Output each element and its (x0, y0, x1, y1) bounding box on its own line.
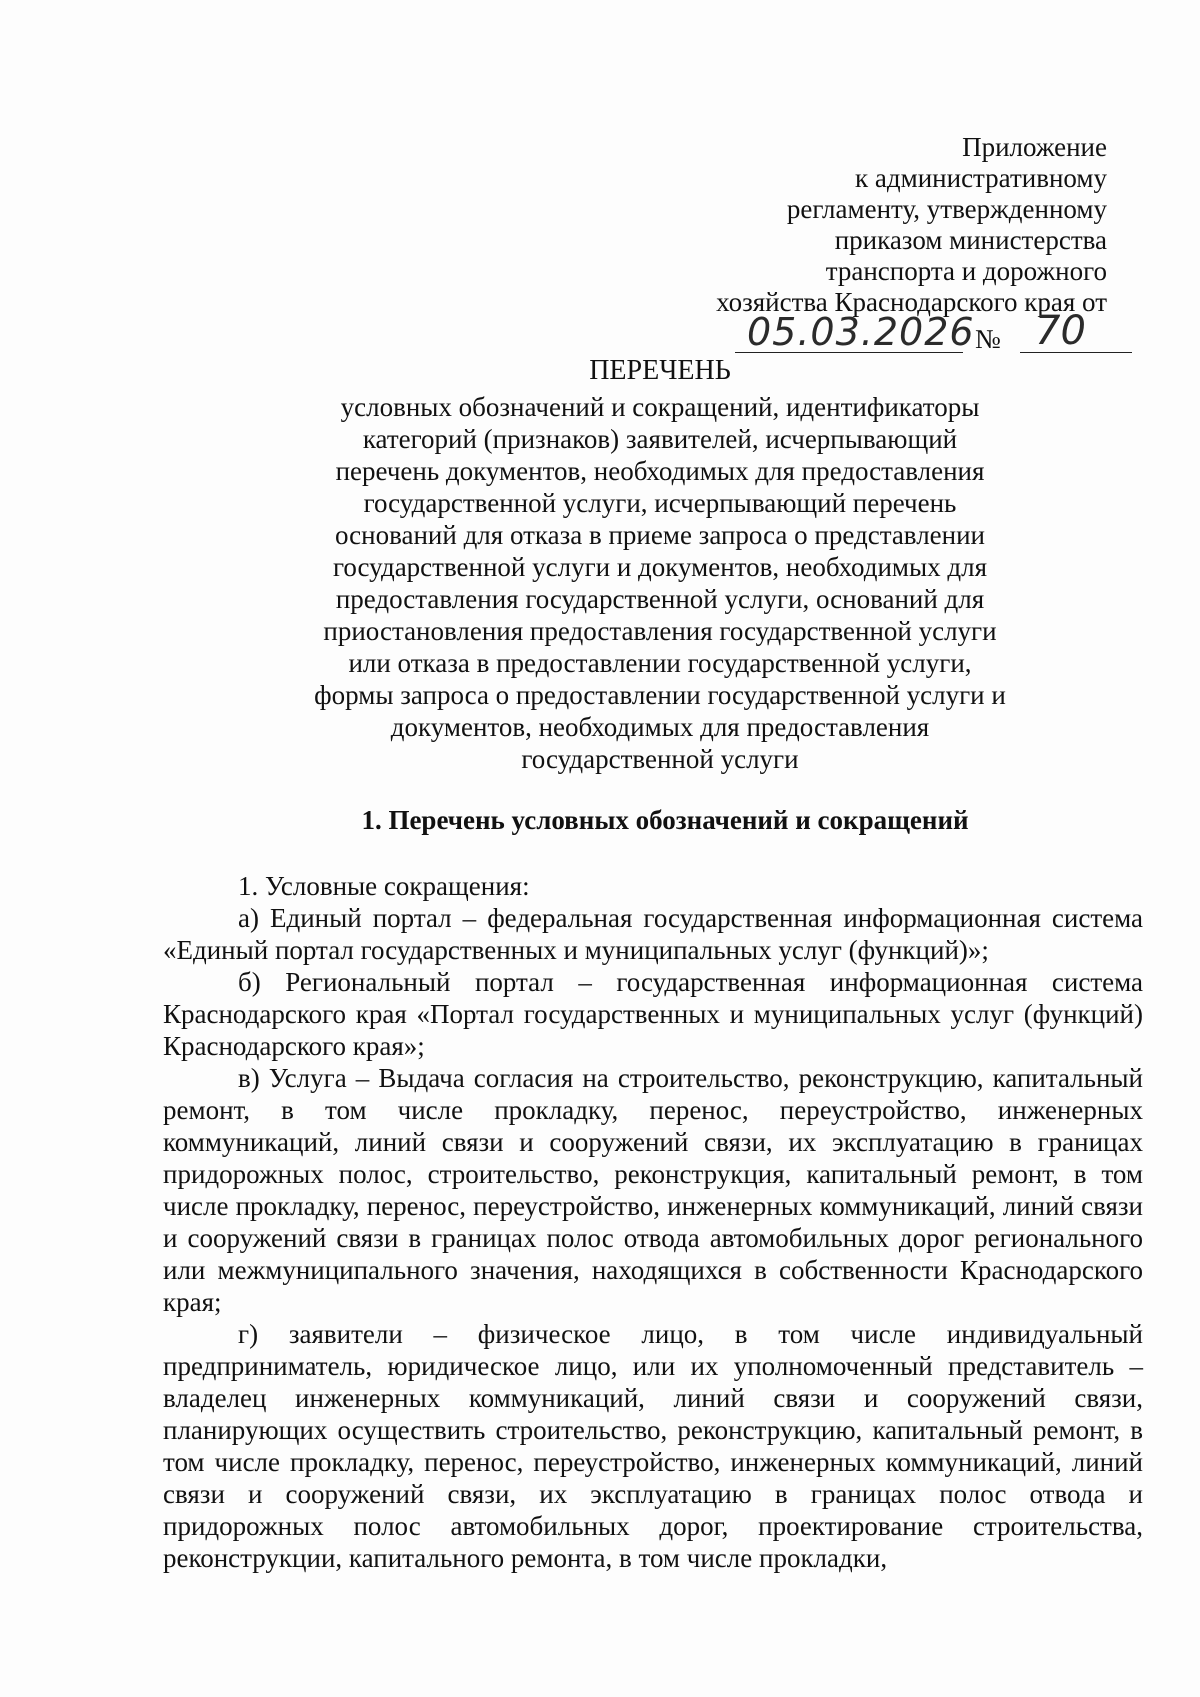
appendix-line: приказом министерства (834, 225, 1107, 255)
paragraph-b: б) Региональный портал – государственная информационная система Краснодарского края «Портал государственных и муниципальных услуг (функций) Краснодарского края»; (163, 967, 1143, 1061)
subtitle-line: оснований для отказа в приеме запроса о представлении (334, 520, 986, 550)
subtitle-line: условных обозначений и сокращений, идентификаторы (340, 392, 980, 422)
paragraph-a: а) Единый портал – федеральная государственная информационная система «Единый портал государственных и муниципальных услуг (функций)»; (163, 903, 1143, 965)
section-body (163, 870, 1143, 1574)
subtitle-line: или отказа в предоставлении государственной услуги, (348, 648, 972, 678)
handwritten-date: 05.03.2026 (747, 310, 975, 354)
subtitle-line: приостановления предоставления государственной услуги (323, 616, 997, 646)
title-block (235, 355, 1085, 775)
title-subtitle (235, 391, 1085, 775)
subtitle-line: государственной услуги и документов, необходимых для (332, 552, 988, 582)
paragraph-g: г) заявители – физическое лицо, в том числе индивидуальный предприниматель, юридическое лицо, или их уполномоченный представитель – владелец инженерных коммуникаций, линий связи и сооружений связи, планирующих осуществить строительство, реконструкцию, капитальный ремонт, в том числе прокладку, перенос, переустройство, инженерных коммуникаций, линий связи и сооружений связи, их эксплуатацию в границах полос отвода и придорожных полос автомобильных дорог, проектирование строительства, реконструкции, капитального ремонта, в том числе прокладки, (163, 1319, 1143, 1573)
subtitle-line: категорий (признаков) заявителей, исчерпывающий (362, 424, 958, 454)
appendix-line: Приложение (962, 132, 1107, 162)
appendix-line: регламенту, утвержденному (786, 194, 1107, 224)
appendix-block (647, 132, 1107, 318)
handwritten-number: 70 (1035, 308, 1086, 354)
subtitle-line: формы запроса о предоставлении государственной услуги и (314, 680, 1006, 710)
date-number-row (735, 308, 1135, 360)
subtitle-line: документов, необходимых для предоставления (390, 712, 930, 742)
subtitle-line: перечень документов, необходимых для предоставления (335, 456, 985, 486)
subtitle-line: государственной услуги, исчерпывающий перечень (363, 488, 957, 518)
number-underline (1020, 352, 1132, 353)
appendix-line: хозяйства Краснодарского края от (716, 287, 1107, 317)
subtitle-line: предоставления государственной услуги, оснований для (335, 584, 985, 614)
document-title: ПЕРЕЧЕНЬ (589, 355, 731, 386)
number-sign: № (975, 324, 1001, 354)
section-heading: 1. Перечень условных обозначений и сокращений (361, 805, 969, 835)
date-underline (735, 352, 963, 353)
appendix-line: к административному (855, 163, 1107, 193)
paragraph-conventions: 1. Условные сокращения: (238, 871, 530, 901)
subtitle-line: государственной услуги (521, 744, 799, 774)
paragraph-v: в) Услуга – Выдача согласия на строительство, реконструкцию, капитальный ремонт, в том числе прокладку, перенос, переустройство, инженерных коммуникаций, линий связи и сооружений связи, их эксплуатацию в границах придорожных полос, строительство, реконструкция, капитальный ремонт, в том числе прокладку, перенос, переустройство, инженерных коммуникаций, линий связи и сооружений связи в границах полос отвода автомобильных дорог регионального или межмуниципального значения, находящихся в собственности Краснодарского края; (163, 1063, 1143, 1317)
appendix-line: транспорта и дорожного (825, 256, 1107, 286)
